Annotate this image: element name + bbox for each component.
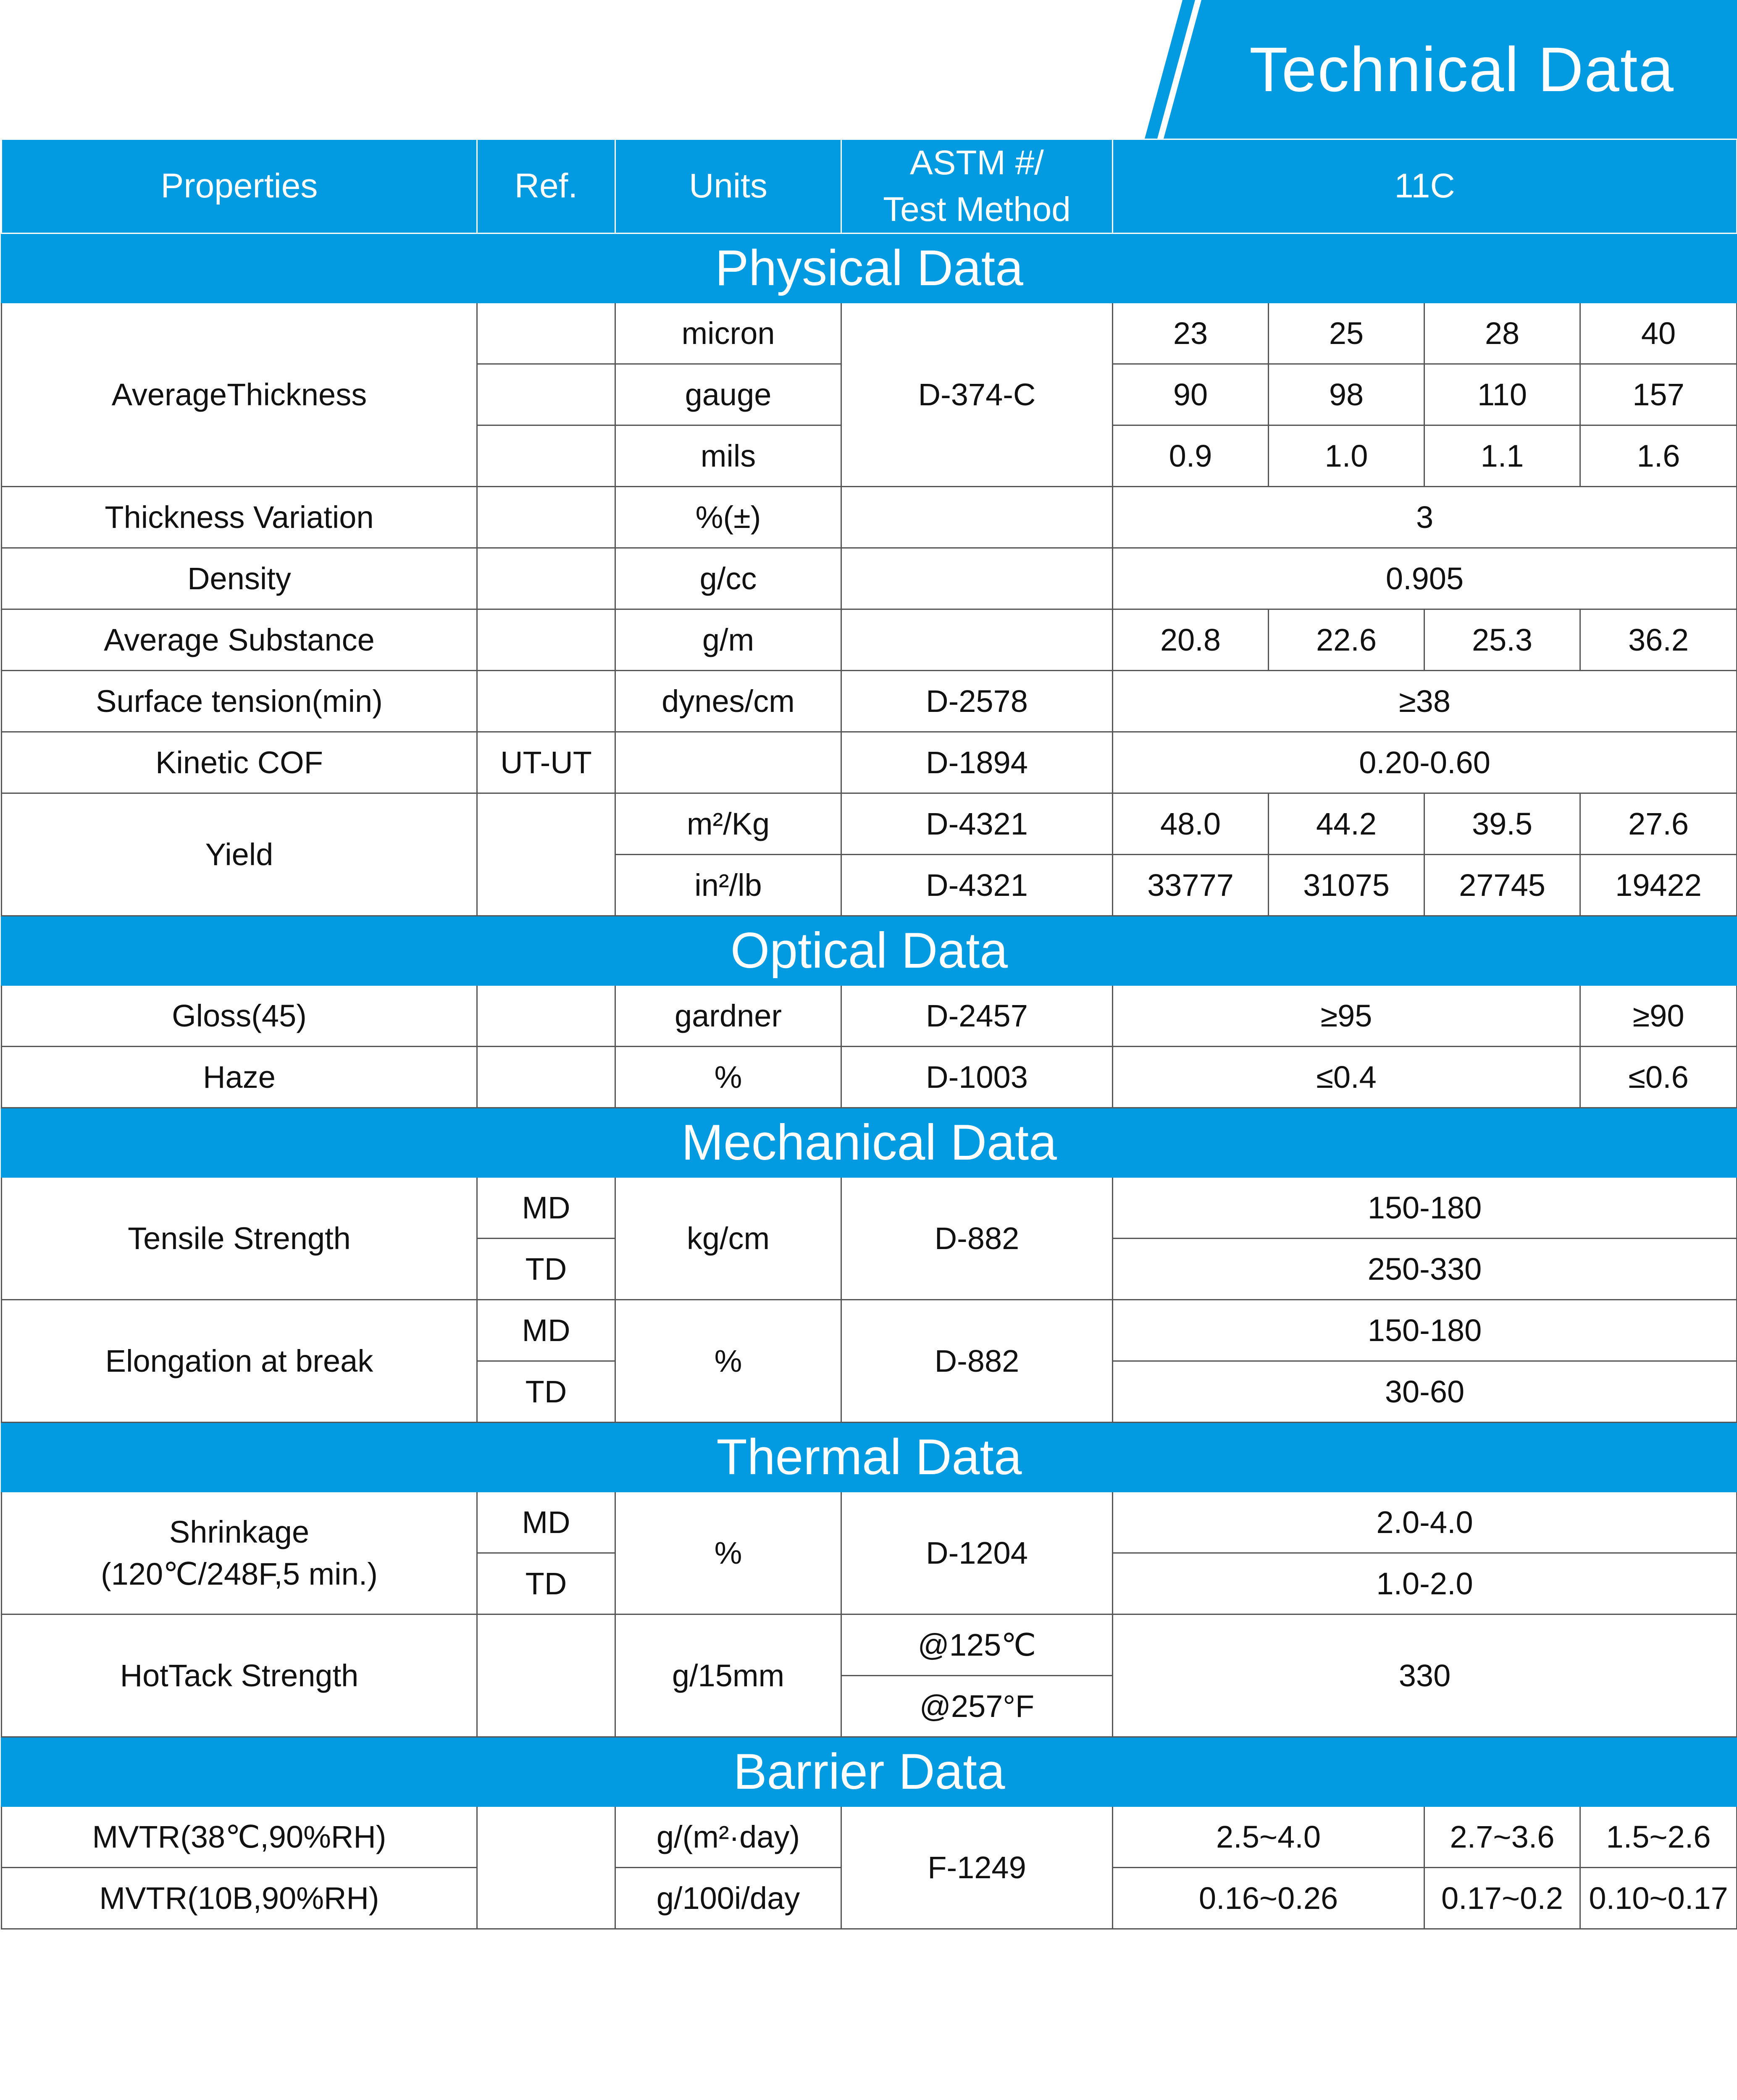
ref-cell [477, 548, 615, 609]
technical-data-table [1, 139, 1737, 1929]
unit-cell: kg/cm [615, 1177, 841, 1300]
page-title: Technical Data [1249, 34, 1674, 105]
ref-cell: UT-UT [477, 732, 615, 793]
section-row-mechanical [2, 1108, 1737, 1177]
value-cell: 40 [1580, 303, 1737, 364]
table-row [2, 487, 1737, 548]
ref-cell [477, 303, 615, 364]
section-title-thermal: Thermal Data [2, 1423, 1737, 1492]
ref-cell [477, 793, 615, 916]
ref-cell [477, 1047, 615, 1108]
method-cell: F-1249 [841, 1806, 1113, 1929]
table-row [2, 671, 1737, 732]
property-surface-tension: Surface tension(min) [2, 671, 477, 732]
value-cell: 23 [1113, 303, 1269, 364]
value-cell: 30-60 [1113, 1361, 1737, 1423]
unit-cell: in²/lb [615, 855, 841, 916]
property-shrinkage-line1: Shrinkage [169, 1514, 310, 1549]
header-astm-line2: Test Method [883, 190, 1071, 228]
value-cell: 1.0-2.0 [1113, 1553, 1737, 1614]
value-cell: 2.0-4.0 [1113, 1492, 1737, 1553]
value-cell: 25 [1269, 303, 1424, 364]
value-cell: 1.1 [1424, 425, 1580, 487]
value-cell: 110 [1424, 364, 1580, 425]
unit-cell: gardner [615, 985, 841, 1047]
property-gloss: Gloss(45) [2, 985, 477, 1047]
method-cell: D-2457 [841, 985, 1113, 1047]
unit-cell: g/cc [615, 548, 841, 609]
unit-cell: g/15mm [615, 1614, 841, 1737]
method-cell: D-4321 [841, 793, 1113, 855]
ref-cell [477, 425, 615, 487]
section-title-barrier: Barrier Data [2, 1737, 1737, 1806]
unit-cell: g/100i/day [615, 1868, 841, 1929]
table-row [2, 609, 1737, 671]
value-cell: 90 [1113, 364, 1269, 425]
property-avg-substance: Average Substance [2, 609, 477, 671]
value-cell: 27.6 [1580, 793, 1737, 855]
value-cell: 48.0 [1113, 793, 1269, 855]
value-cell: 22.6 [1269, 609, 1424, 671]
method-cell [841, 487, 1113, 548]
method-cell: D-1204 [841, 1492, 1113, 1614]
table-row [2, 985, 1737, 1047]
value-cell: 1.0 [1269, 425, 1424, 487]
table-row [2, 732, 1737, 793]
direction-md: MD [477, 1300, 615, 1361]
value-cell: 98 [1269, 364, 1424, 425]
method-cell [841, 548, 1113, 609]
ref-cell [477, 671, 615, 732]
property-kinetic-cof: Kinetic COF [2, 732, 477, 793]
value-cell: 250-330 [1113, 1239, 1737, 1300]
unit-cell: dynes/cm [615, 671, 841, 732]
unit-cell [615, 732, 841, 793]
section-row-barrier [2, 1737, 1737, 1806]
section-title-optical: Optical Data [2, 916, 1737, 985]
value-cell: 31075 [1269, 855, 1424, 916]
table-row [2, 1806, 1737, 1868]
property-haze: Haze [2, 1047, 477, 1108]
header-properties: Properties [2, 139, 477, 234]
value-cell: 44.2 [1269, 793, 1424, 855]
value-cell: 0.10~0.17 [1580, 1868, 1737, 1929]
unit-cell: g/(m²·day) [615, 1806, 841, 1868]
unit-gauge: gauge [615, 364, 841, 425]
section-title-mechanical: Mechanical Data [2, 1108, 1737, 1177]
value-cell: 150-180 [1113, 1177, 1737, 1239]
method-cell: @125℃ [841, 1614, 1113, 1676]
property-density: Density [2, 548, 477, 609]
direction-md: MD [477, 1492, 615, 1553]
method-cell [841, 609, 1113, 671]
value-cell: 2.5~4.0 [1113, 1806, 1424, 1868]
value-cell: 157 [1580, 364, 1737, 425]
property-mvtr-38c: MVTR(38℃,90%RH) [2, 1806, 477, 1868]
method-cell: D-1003 [841, 1047, 1113, 1108]
method-cell: D-882 [841, 1300, 1113, 1423]
unit-micron: micron [615, 303, 841, 364]
header-ref: Ref. [477, 139, 615, 234]
value-cell: 150-180 [1113, 1300, 1737, 1361]
method-cell: D-4321 [841, 855, 1113, 916]
unit-cell: % [615, 1047, 841, 1108]
ref-cell [477, 1806, 615, 1929]
value-cell: 20.8 [1113, 609, 1269, 671]
ref-cell [477, 487, 615, 548]
property-mvtr-10b: MVTR(10B,90%RH) [2, 1868, 477, 1929]
method-avg-thickness: D-374-C [841, 303, 1113, 487]
ref-cell [477, 985, 615, 1047]
value-cell: 19422 [1580, 855, 1737, 916]
value-cell: ≤0.4 [1113, 1047, 1580, 1108]
table-row [2, 793, 1737, 855]
direction-td: TD [477, 1361, 615, 1423]
unit-mils: mils [615, 425, 841, 487]
header-astm [841, 139, 1113, 234]
direction-md: MD [477, 1177, 615, 1239]
value-cell: 0.9 [1113, 425, 1269, 487]
unit-cell: % [615, 1492, 841, 1614]
value-cell: 0.20-0.60 [1113, 732, 1737, 793]
method-cell: D-2578 [841, 671, 1113, 732]
value-cell: 25.3 [1424, 609, 1580, 671]
value-cell: 1.6 [1580, 425, 1737, 487]
value-cell: 0.17~0.2 [1424, 1868, 1580, 1929]
method-cell: D-882 [841, 1177, 1113, 1300]
ref-cell [477, 609, 615, 671]
value-cell: 0.16~0.26 [1113, 1868, 1424, 1929]
table-row [2, 1492, 1737, 1553]
unit-cell: %(±) [615, 487, 841, 548]
value-cell: 27745 [1424, 855, 1580, 916]
value-cell: 1.5~2.6 [1580, 1806, 1737, 1868]
table-row [2, 1177, 1737, 1239]
direction-td: TD [477, 1239, 615, 1300]
section-row-optical [2, 916, 1737, 985]
value-cell: 28 [1424, 303, 1580, 364]
title-banner [0, 0, 1737, 139]
property-thickness-variation: Thickness Variation [2, 487, 477, 548]
value-cell: ≥38 [1113, 671, 1737, 732]
value-cell: ≤0.6 [1580, 1047, 1737, 1108]
direction-td: TD [477, 1553, 615, 1614]
value-cell: ≥90 [1580, 985, 1737, 1047]
unit-cell: % [615, 1300, 841, 1423]
value-cell: 0.905 [1113, 548, 1737, 609]
section-row-physical [2, 234, 1737, 303]
unit-cell: g/m [615, 609, 841, 671]
table-row [2, 1300, 1737, 1361]
method-cell: @257°F [841, 1676, 1113, 1737]
value-cell: 330 [1113, 1614, 1737, 1737]
property-shrinkage [2, 1492, 477, 1614]
property-shrinkage-line2: (120℃/248F,5 min.) [101, 1556, 378, 1591]
value-cell: 33777 [1113, 855, 1269, 916]
value-cell: 39.5 [1424, 793, 1580, 855]
unit-cell: m²/Kg [615, 793, 841, 855]
section-title-physical: Physical Data [2, 234, 1737, 303]
header-units: Units [615, 139, 841, 234]
value-cell: 3 [1113, 487, 1737, 548]
property-avg-thickness: AverageThickness [2, 303, 477, 487]
method-cell: D-1894 [841, 732, 1113, 793]
table-row [2, 303, 1737, 364]
table-row [2, 1614, 1737, 1676]
value-cell: 2.7~3.6 [1424, 1806, 1580, 1868]
header-astm-line1: ASTM #/ [910, 144, 1044, 182]
header-grade: 11C [1113, 139, 1737, 234]
property-tensile: Tensile Strength [2, 1177, 477, 1300]
table-row [2, 1047, 1737, 1108]
table-header-row [2, 139, 1737, 234]
ref-cell [477, 1614, 615, 1737]
property-elongation: Elongation at break [2, 1300, 477, 1423]
table-row [2, 548, 1737, 609]
section-row-thermal [2, 1423, 1737, 1492]
ref-cell [477, 364, 615, 425]
value-cell: 36.2 [1580, 609, 1737, 671]
property-yield: Yield [2, 793, 477, 916]
value-cell: ≥95 [1113, 985, 1580, 1047]
property-hottack: HotTack Strength [2, 1614, 477, 1737]
